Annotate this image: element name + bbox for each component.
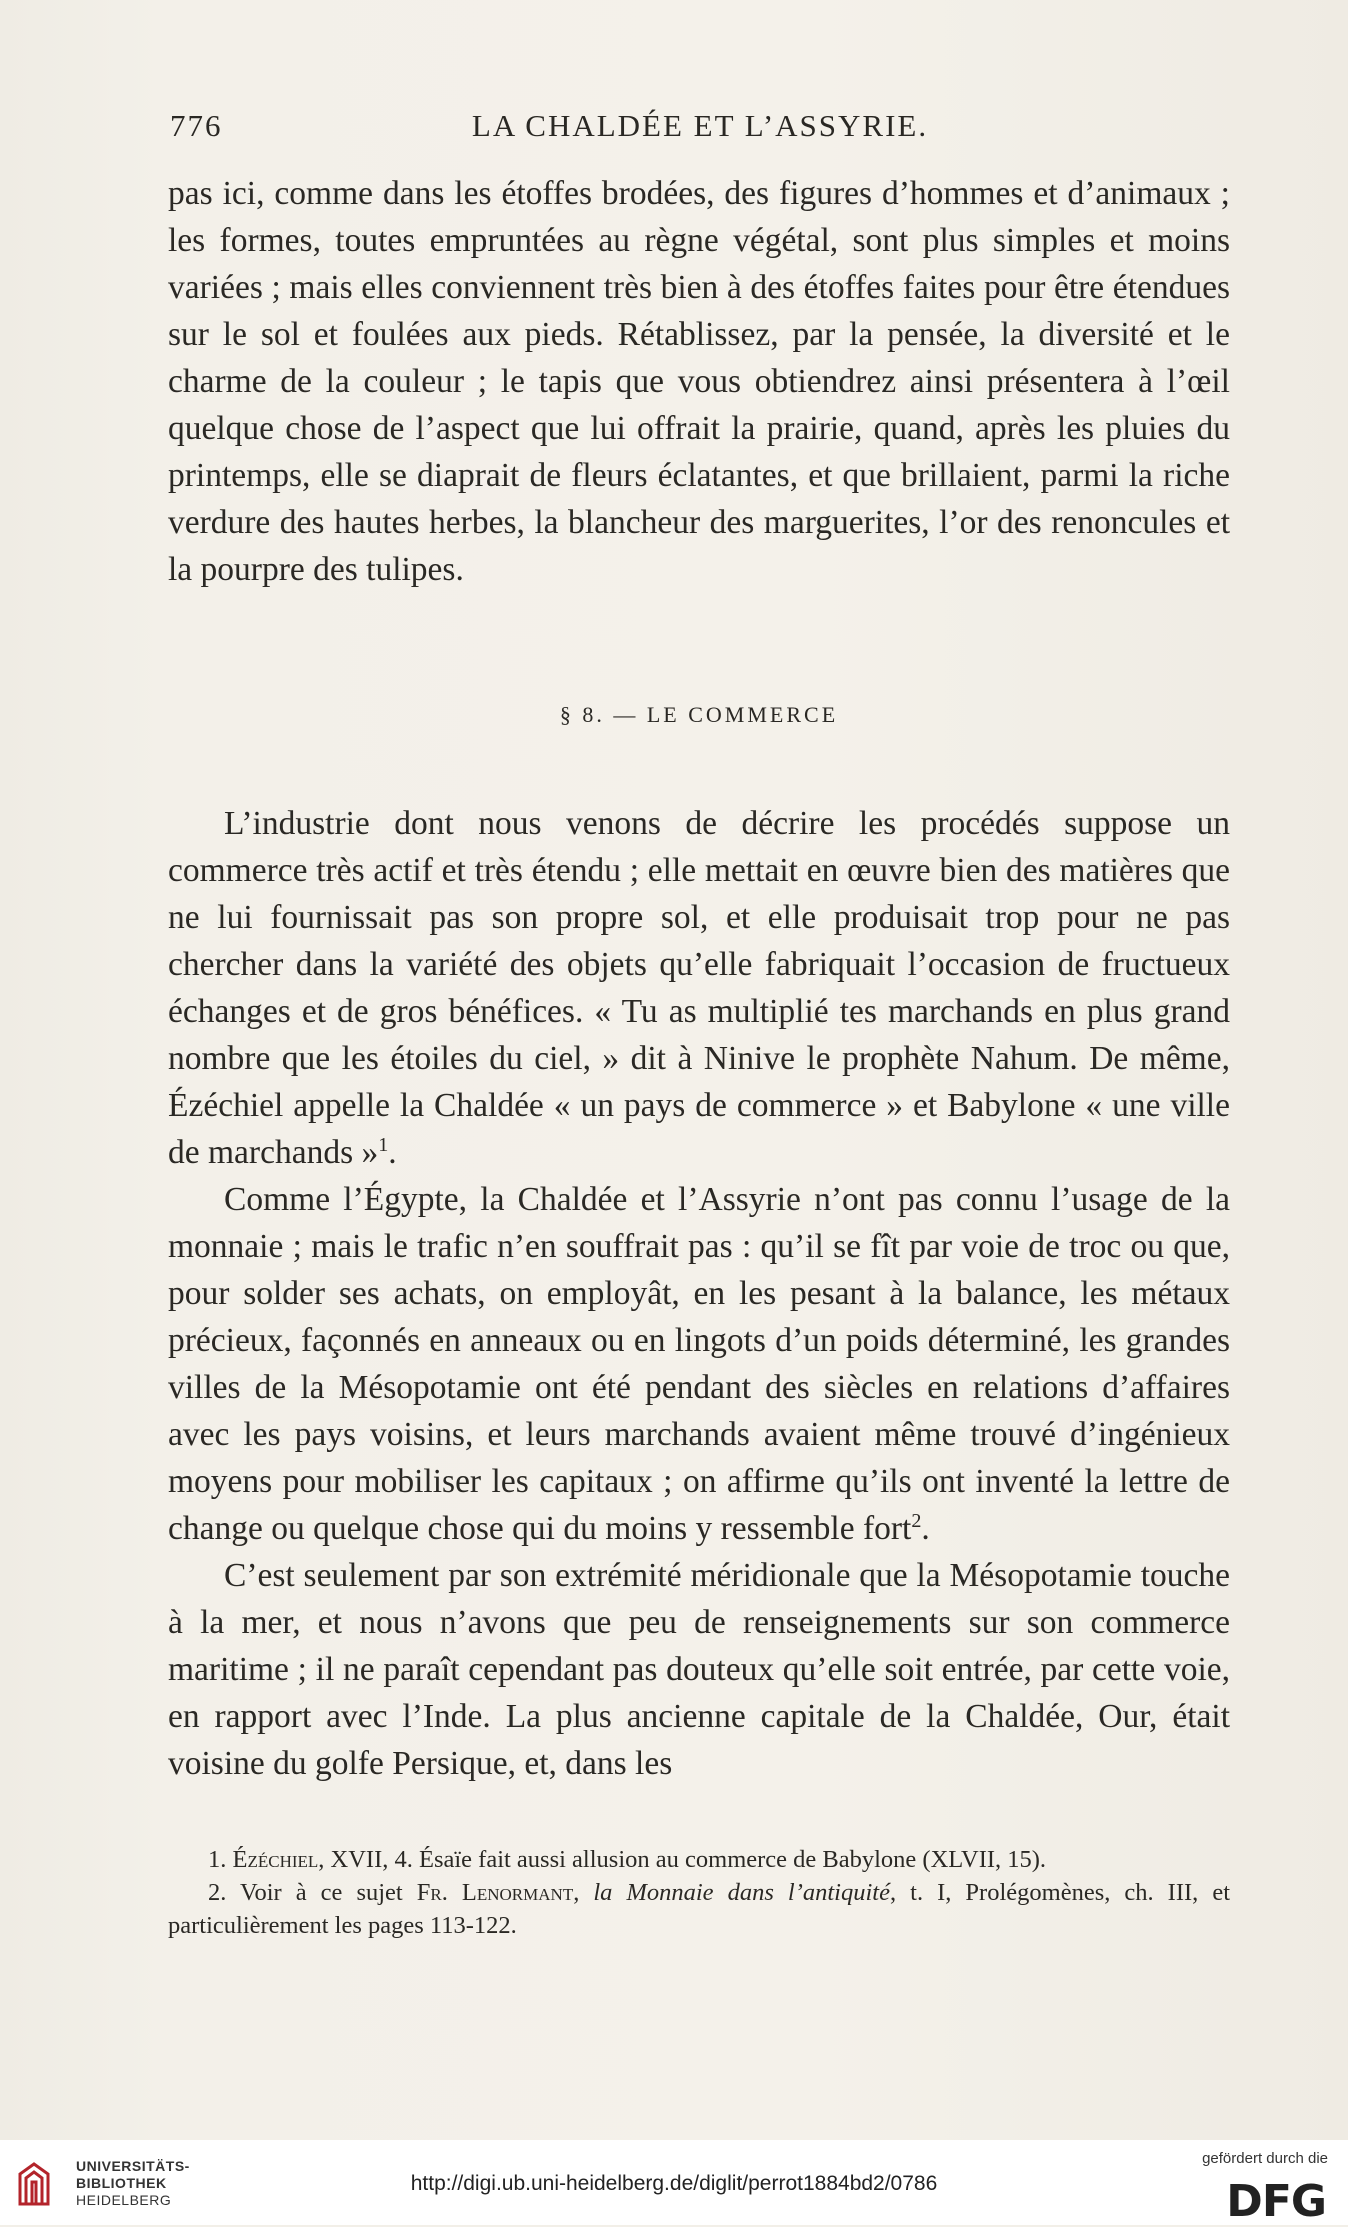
paragraph-2 (168, 1176, 1230, 1552)
footnote-2: 2. Voir à ce sujet Fr. Lenormant, la Monnaie dans l’antiquité, t. I, Prolégomènes, ch. III, et particulièrement les pages 113-122. (168, 1879, 1231, 1939)
footnote-2-text: , t. I, Prolégomènes, ch. III, et particulièrement les pages 113-122. (168, 1879, 1231, 1939)
footnote-2-author: Fr. Lenormant (416, 1879, 574, 1906)
footnotes (168, 1843, 1230, 1942)
footnote-1-author: Ézéchiel (232, 1846, 319, 1873)
sponsor-caption: gefördert durch die (1202, 2150, 1328, 2167)
paragraph-1-end: . (388, 1134, 397, 1171)
footnote-1-text: , XVII, 4. Ésaïe fait aussi allusion au commerce de Babylone (XLVII, 15). (318, 1846, 1047, 1873)
permalink-url[interactable]: http://digi.ub.uni-heidelberg.de/diglit/perrot1884bd2/0786 (410, 2172, 938, 2195)
paragraph-1-text: L’industrie dont nous venons de décrire les procédés suppose un commerce très actif et très étendu ; elle mettait en œuvre bien des matières que ne lui fournissait pas son propre sol, et elle produisait trop pour ne pas chercher dans la variété des objets qu’elle fabriquait l’occasion de fructueux échanges et de gros bénéfices. « Tu as multiplié tes marchands en plus grand nombre que les étoiles du ciel, » dit à Ninive le prophète Nahum. De même, Ézéchiel appelle la Chaldée « un pays de commerce » et Babylone « une ville de marchands » (168, 805, 1230, 1171)
footnote-ref-2[interactable]: 2 (911, 1509, 922, 1532)
paragraph-continued: pas ici, comme dans les étoffes brodées, des figures d’hommes et d’animaux ; les formes, toutes empruntées au règne végétal, sont plus simples et moins variées ; mais elles conviennent très bien à des étoffes faites pour être étendues sur le sol et foulées aux pieds. Rétablissez, par la pensée, la diversité et le charme de la couleur ; le tapis que vous obtiendrez ainsi présentera à l’œil quelque chose de l’aspect que lui offrait la prairie, quand, après les pluies du printemps, elle se diaprait de fleurs éclatantes, et que brillaient, parmi la riche verdure des hautes herbes, la blancheur des marguerites, l’or des renoncules et la pourpre des tulipes. (168, 175, 1230, 588)
paragraph-1 (168, 800, 1230, 1176)
footnote-2-number: 2. (208, 1879, 227, 1906)
running-title: LA CHALDÉE ET L’ASSYRIE. (471, 108, 929, 143)
footnote-2-pre: Voir à ce sujet (239, 1879, 403, 1906)
text-block-commerce (168, 800, 1230, 1787)
footnote-ref-1[interactable]: 1 (378, 1133, 389, 1156)
paragraph-3: C’est seulement par son extrémité méridionale que la Mésopotamie touche à la mer, et nous n’avons que peu de renseignements sur son commerce maritime ; il ne paraît cependant pas douteux qu’elle soit entrée, par cette voie, en rapport avec l’Inde. La plus ancienne capitale de la Chaldée, Our, était voisine du golfe Persique, et, dans les (168, 1557, 1230, 1782)
paragraph-2-text: Comme l’Égypte, la Chaldée et l’Assyrie n’ont pas connu l’usage de la monnaie ; mais le trafic n’en souffrait pas : qu’il se fît par voie de troc ou que, pour solder ses achats, on employât, en les pesant à la balance, les métaux précieux, façonnés en anneaux ou en lingots d’un poids déterminé, les grandes villes de la Mésopotamie ont été pendant des siècles en relations d’affaires avec les pays voisins, et leurs marchands avaient même trouvé d’ingénieux moyens pour mobiliser les capitaux ; on affirme qu’ils ont inventé la lettre de change ou quelque chose qui du moins y ressemble fort (168, 1181, 1230, 1547)
library-name-line-2: BIBLIOTHEK (76, 2175, 167, 2191)
paragraph-2-end: . (921, 1510, 930, 1547)
dfg-logo[interactable]: DFG (1226, 2176, 1326, 2227)
footnote-2-title: la Monnaie dans l’antiquité (593, 1879, 890, 1906)
page-number: 776 (170, 108, 223, 143)
viewer-footer (0, 2140, 1348, 2225)
footnote-1-number: 1. (208, 1846, 227, 1873)
footnote-1 (168, 1843, 1230, 1876)
text-block-top (168, 170, 1230, 593)
library-name-line-1: UNIVERSITÄTS- (76, 2158, 190, 2174)
section-heading: § 8. — LE COMMERCE (559, 702, 839, 727)
library-name-line-3: HEIDELBERG (76, 2192, 172, 2208)
running-head (170, 108, 1230, 148)
